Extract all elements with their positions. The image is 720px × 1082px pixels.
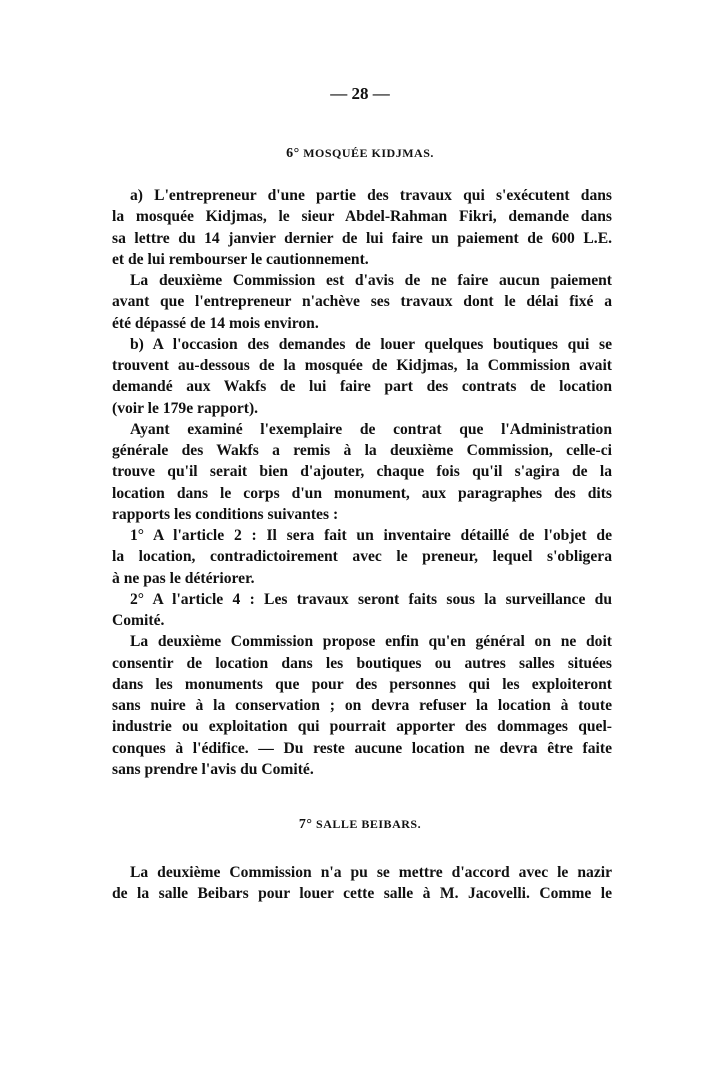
section-heading-mosquee-kidjmas: [0, 146, 720, 162]
section-number: 7°: [298, 817, 313, 832]
text-line: de la salle Beibars pour louer cette salle à M. Jacovelli. Comme le: [112, 885, 612, 903]
section-body-salle-beibars: [112, 862, 612, 905]
text-line: La deuxième Commission n'a pu se mettre d'accord avec le nazir: [130, 864, 612, 881]
paragraph: [112, 419, 612, 525]
paragraph: [112, 334, 612, 419]
text-line: 1° A l'article 2 : Il sera fait un inventaire détaillé de l'objet de: [130, 527, 612, 544]
section-title: SALLE BEIBARS.: [316, 817, 422, 831]
section-number: 6°: [286, 146, 300, 161]
section-title: MOSQUÉE KIDJMAS.: [303, 146, 434, 160]
text-line: générale des Wakfs a remis à la deuxième Commission, celle-ci: [112, 442, 612, 459]
text-line: Ayant examiné l'exemplaire de contrat que l'Administration: [130, 420, 612, 438]
text-line: trouvent au-dessous de la mosquée de Kidjmas, la Commission avait: [112, 357, 612, 374]
text-line: à ne pas le détériorer.: [112, 569, 255, 587]
text-line: consentir de location dans les boutiques ou autres salles situées: [112, 654, 612, 672]
text-line: été dépassé de 14 mois environ.: [112, 314, 319, 332]
text-line: conques à l'édifice. — Du reste aucune location ne devra être faite: [112, 739, 612, 757]
paragraph: [112, 185, 612, 270]
paragraph: [112, 862, 612, 905]
text-line: sa lettre du 14 janvier dernier de lui faire un paiement de 600 L.E.: [112, 229, 612, 247]
paragraph: [112, 270, 612, 334]
text-line: b) A l'occasion des demandes de louer quelques boutiques qui se: [130, 335, 612, 353]
paragraph: [112, 525, 612, 589]
text-line: la location, contradictoirement avec le preneur, lequel s'obligera: [112, 548, 612, 566]
text-line: 2° A l'article 4 : Les travaux seront faits sous la surveillance du: [130, 590, 612, 608]
text-line: sans prendre l'avis du Comité.: [112, 760, 314, 778]
text-line: location dans le corps d'un monument, aux paragraphes des dits: [112, 484, 612, 502]
text-line: et de lui rembourser le cautionnement.: [112, 250, 369, 268]
paragraph: [112, 631, 612, 780]
text-line: La deuxième Commission est d'avis de ne faire aucun paiement: [130, 272, 612, 289]
text-line: industrie ou exploitation qui pourrait apporter des dommages quel-: [112, 718, 612, 736]
text-line: demandé aux Wakfs de lui faire part des contrats de location: [112, 378, 612, 396]
paragraph: [112, 589, 612, 632]
text-line: avant que l'entrepreneur n'achève ses travaux dont le délai fixé a: [112, 293, 612, 311]
section-heading-salle-beibars: [0, 817, 720, 833]
text-line: rapports les conditions suivantes :: [112, 505, 339, 523]
text-line: trouve qu'il serait bien d'ajouter, chaque fois qu'il s'agira de la: [112, 463, 612, 481]
text-line: (voir le 179e rapport).: [112, 399, 259, 417]
text-line: a) L'entrepreneur d'une partie des travaux qui s'exécutent dans: [130, 187, 612, 204]
text-line: La deuxième Commission propose enfin qu'en général on ne doit: [130, 633, 612, 651]
text-line: la mosquée Kidjmas, le sieur Abdel-Rahman Fikri, demande dans: [112, 208, 612, 226]
text-line: Comité.: [112, 612, 165, 629]
text-line: sans nuire à la conservation ; on devra refuser la location à toute: [112, 697, 612, 714]
section-body-mosquee-kidjmas: [112, 185, 612, 780]
page-number: — 28 —: [330, 84, 390, 103]
text-line: dans les monuments que pour des personnes qui les exploiteront: [112, 675, 612, 693]
